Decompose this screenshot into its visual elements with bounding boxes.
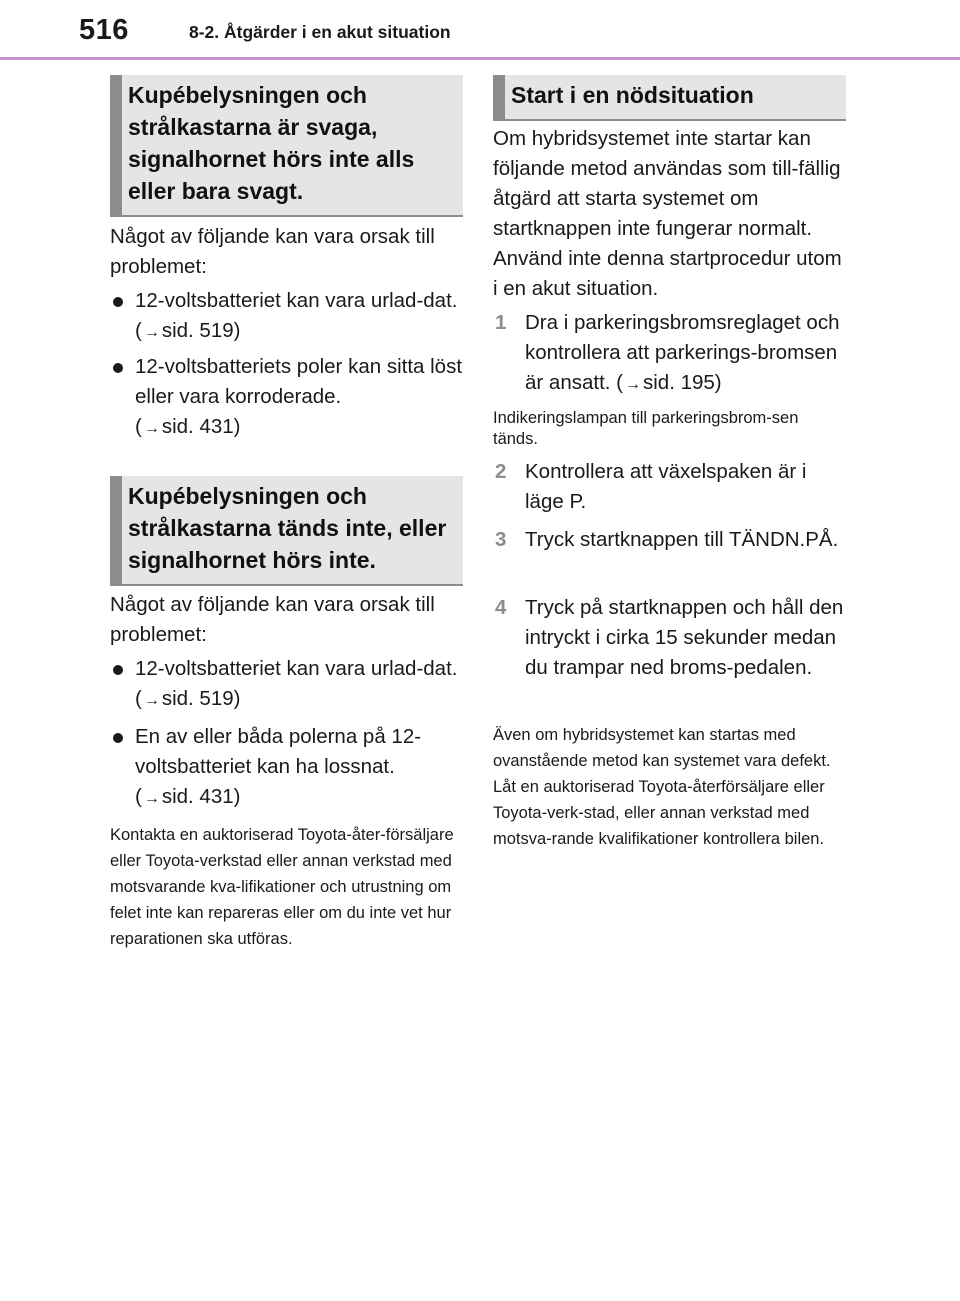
page-reference[interactable]: sid. 431) — [161, 785, 241, 808]
bullet-text: 12-voltsbatteriet kan vara urlad-dat. ( — [135, 289, 458, 342]
step-number: 2 — [495, 460, 507, 483]
intro-paragraph-1: Något av följande kan vara orsak till problemet: — [110, 225, 435, 278]
step-number: 1 — [495, 311, 507, 334]
heading-no-lights: Kupébelysningen och strålkastarna tänds inte, eller signalhornet hörs inte. — [110, 476, 463, 586]
bullet-text: En av eller båda polerna på 12-voltsbatteriet kan ha lossnat. — [135, 725, 422, 778]
page-reference[interactable]: sid. 519) — [161, 687, 241, 710]
step-text: Dra i parkeringsbromsreglaget och kontrollera att parkerings-bromsen är ansatt. ( — [525, 311, 840, 394]
step-2 — [493, 457, 846, 517]
step-3 — [493, 525, 846, 555]
header-divider — [0, 57, 960, 60]
note-paragraph: Kontakta en auktoriserad Toyota-åter-försäljare eller Toyota-verkstad eller annan verkstad med motsvarande kva-lifikationer och utrustning om felet inte kan repareras eller om du inte vet hur reparationen ska utföras. — [110, 826, 454, 948]
page-number: 516 — [79, 14, 129, 46]
step-number: 3 — [495, 528, 507, 551]
note-paragraph: Även om hybridsystemet kan startas med ovanstående metod kan systemet vara defekt. Låt en auktoriserad Toyota-återförsäljare eller Toyota-verk-stad, eller annan verkstad med motsva-rande kvalifikationer kontrollera bilen. — [493, 726, 831, 848]
right-arrow-icon: → — [143, 692, 160, 709]
step-text: Tryck på startknappen och håll den intryckt i cirka 15 sekunder medan du trampar ned broms-pedalen. — [525, 596, 844, 679]
step-text: Kontrollera att växelspaken är i läge P. — [525, 460, 807, 513]
right-arrow-icon: → — [143, 420, 160, 437]
step-note: Indikeringslampan till parkeringsbrom-sen tänds. — [493, 409, 799, 448]
step-number: 4 — [495, 596, 507, 619]
heading-emergency-start: Start i en nödsituation — [493, 75, 846, 121]
heading-weak-lights: Kupébelysningen och strålkastarna är svaga, signalhornet hörs inte alls eller bara svagt. — [110, 75, 463, 217]
list-item: En av eller båda polerna på 12-voltsbatteriet kan ha lossnat. ( →sid. 431) — [110, 722, 463, 814]
step-text: Tryck startknappen till TÄNDN.PÅ. — [525, 528, 839, 551]
step-1 — [493, 308, 846, 400]
right-arrow-icon: → — [625, 376, 641, 393]
intro-paragraph-2: Något av följande kan vara orsak till problemet: — [110, 593, 435, 646]
step-4 — [493, 593, 846, 683]
page-reference[interactable]: sid. 431) — [161, 415, 241, 438]
bullet-dot-icon — [113, 297, 123, 307]
bullet-text: 12-voltsbatteriets poler kan sitta löst eller vara korroderade. — [135, 355, 463, 408]
page-reference[interactable]: sid. 519) — [161, 319, 241, 342]
right-arrow-icon: → — [143, 324, 160, 341]
bullet-text: 12-voltsbatteriet kan vara urlad-dat. ( — [135, 657, 458, 710]
list-item — [110, 654, 463, 716]
page-header — [0, 0, 960, 62]
page-reference[interactable]: sid. 195) — [643, 371, 722, 394]
bullet-dot-icon — [113, 665, 123, 675]
intro-paragraph: Om hybridsystemet inte startar kan följande metod användas som till-fällig åtgärd att starta systemet om startknappen inte fungerar normalt. Använd inte denna startprocedur utom i en akut situation. — [493, 127, 842, 300]
list-item — [110, 286, 463, 348]
bullet-dot-icon — [113, 733, 123, 743]
bullet-dot-icon — [113, 363, 123, 373]
section-title: 8-2. Åtgärder i en akut situation — [189, 22, 451, 42]
right-arrow-icon: → — [143, 790, 160, 807]
list-item: 12-voltsbatteriets poler kan sitta löst eller vara korroderade. ( →sid. 431) — [110, 352, 463, 444]
